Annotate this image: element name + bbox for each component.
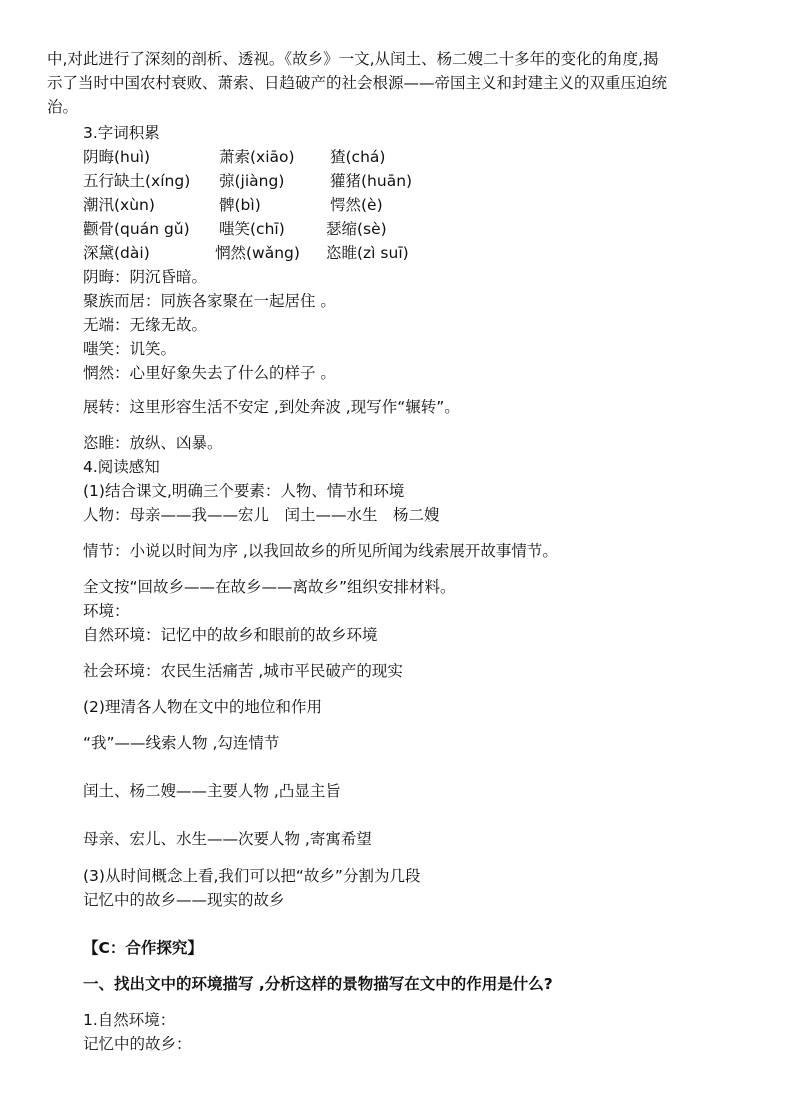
intro-line-2: 示了当时中国农村衰败、萧索、日趋破产的社会根源——帝国主义和封建主义的双重压迫统: [47, 74, 668, 92]
definition-line: 无端：无缘无故。: [83, 316, 208, 334]
inquiry-question-1: 一、找出文中的环境描写 ,分析这样的景物描写在文中的作用是什么?: [83, 975, 553, 993]
vocab-item: 五行缺土(xíng): [83, 172, 191, 190]
definition-line: 阴晦：阴沉昏暗。: [83, 268, 208, 286]
vocab-item: 獾猪(huān): [330, 172, 413, 190]
role-line: 闰土、杨二嫂——主要人物 ,凸显主旨: [83, 782, 341, 800]
definition-line: 嗤笑：讥笑。: [83, 340, 177, 358]
vocab-item: 阴晦(huì): [83, 148, 151, 166]
characters-line: 人物：母亲——我——宏儿 闰土——水生 杨二嫂: [83, 506, 440, 524]
intro-line-3: 治。: [47, 98, 79, 116]
vocab-item: 颧骨(quán gǔ): [83, 220, 190, 238]
question-1: (1)结合课文,明确三个要素：人物、情节和环境: [83, 482, 405, 500]
definition-line: 恣睢：放纵、凶暴。: [83, 434, 223, 452]
question-3: (3)从时间概念上看,我们可以把“故乡”分割为几段: [83, 867, 421, 885]
vocab-item: 恣睢(zì suī): [326, 244, 409, 262]
inquiry-item-1: 1.自然环境：: [83, 1011, 176, 1029]
definition-line: 惘然：心里好象失去了什么的样子 。: [83, 364, 336, 382]
definition-line: 聚族而居：同族各家聚在一起居住 。: [83, 292, 336, 310]
section-4-heading: 4.阅读感知: [83, 458, 160, 476]
environment-label: 环境：: [83, 602, 130, 620]
vocab-item: 惘然(wǎng): [215, 244, 300, 262]
vocab-item: 髀(bì): [219, 196, 261, 214]
section-3-heading: 3.字词积累: [83, 124, 160, 142]
vocab-item: 愕然(è): [330, 196, 383, 214]
role-line: 母亲、宏儿、水生——次要人物 ,寄寓希望: [83, 830, 372, 848]
inquiry-item-1-sub: 记忆中的故乡：: [83, 1035, 192, 1053]
vocab-item: 猹(chá): [330, 148, 386, 166]
vocab-item: 瑟缩(sè): [326, 220, 387, 238]
vocab-item: 萧索(xiāo): [219, 148, 295, 166]
vocab-item: 嗤笑(chī): [219, 220, 285, 238]
time-split-line: 记忆中的故乡——现实的故乡: [83, 891, 285, 909]
intro-line-1: 中,对此进行了深刻的剖析、透视。《故乡》一文,从闰土、杨二嫂二十多年的变化的角度,揭: [47, 50, 659, 68]
plot-line: 情节：小说以时间为序 ,以我回故乡的所见所闻为线索展开故事情节。: [83, 542, 558, 560]
structure-line: 全文按“回故乡——在故乡——离故乡”组织安排材料。: [83, 578, 456, 596]
section-c-heading: 【C：合作探究】: [83, 939, 203, 957]
social-environment-line: 社会环境：农民生活痛苦 ,城市平民破产的现实: [83, 662, 403, 680]
vocab-item: 深黛(dài): [83, 244, 150, 262]
question-2: (2)理清各人物在文中的地位和作用: [83, 698, 322, 716]
vocab-item: 弶(jiàng): [219, 172, 285, 190]
vocab-item: 潮汛(xùn): [83, 196, 155, 214]
role-line: “我”——线索人物 ,勾连情节: [83, 734, 280, 752]
natural-environment-line: 自然环境：记忆中的故乡和眼前的故乡环境: [83, 626, 378, 644]
definition-line: 展转：这里形容生活不安定 ,到处奔波 ,现写作“辗转”。: [83, 398, 460, 416]
